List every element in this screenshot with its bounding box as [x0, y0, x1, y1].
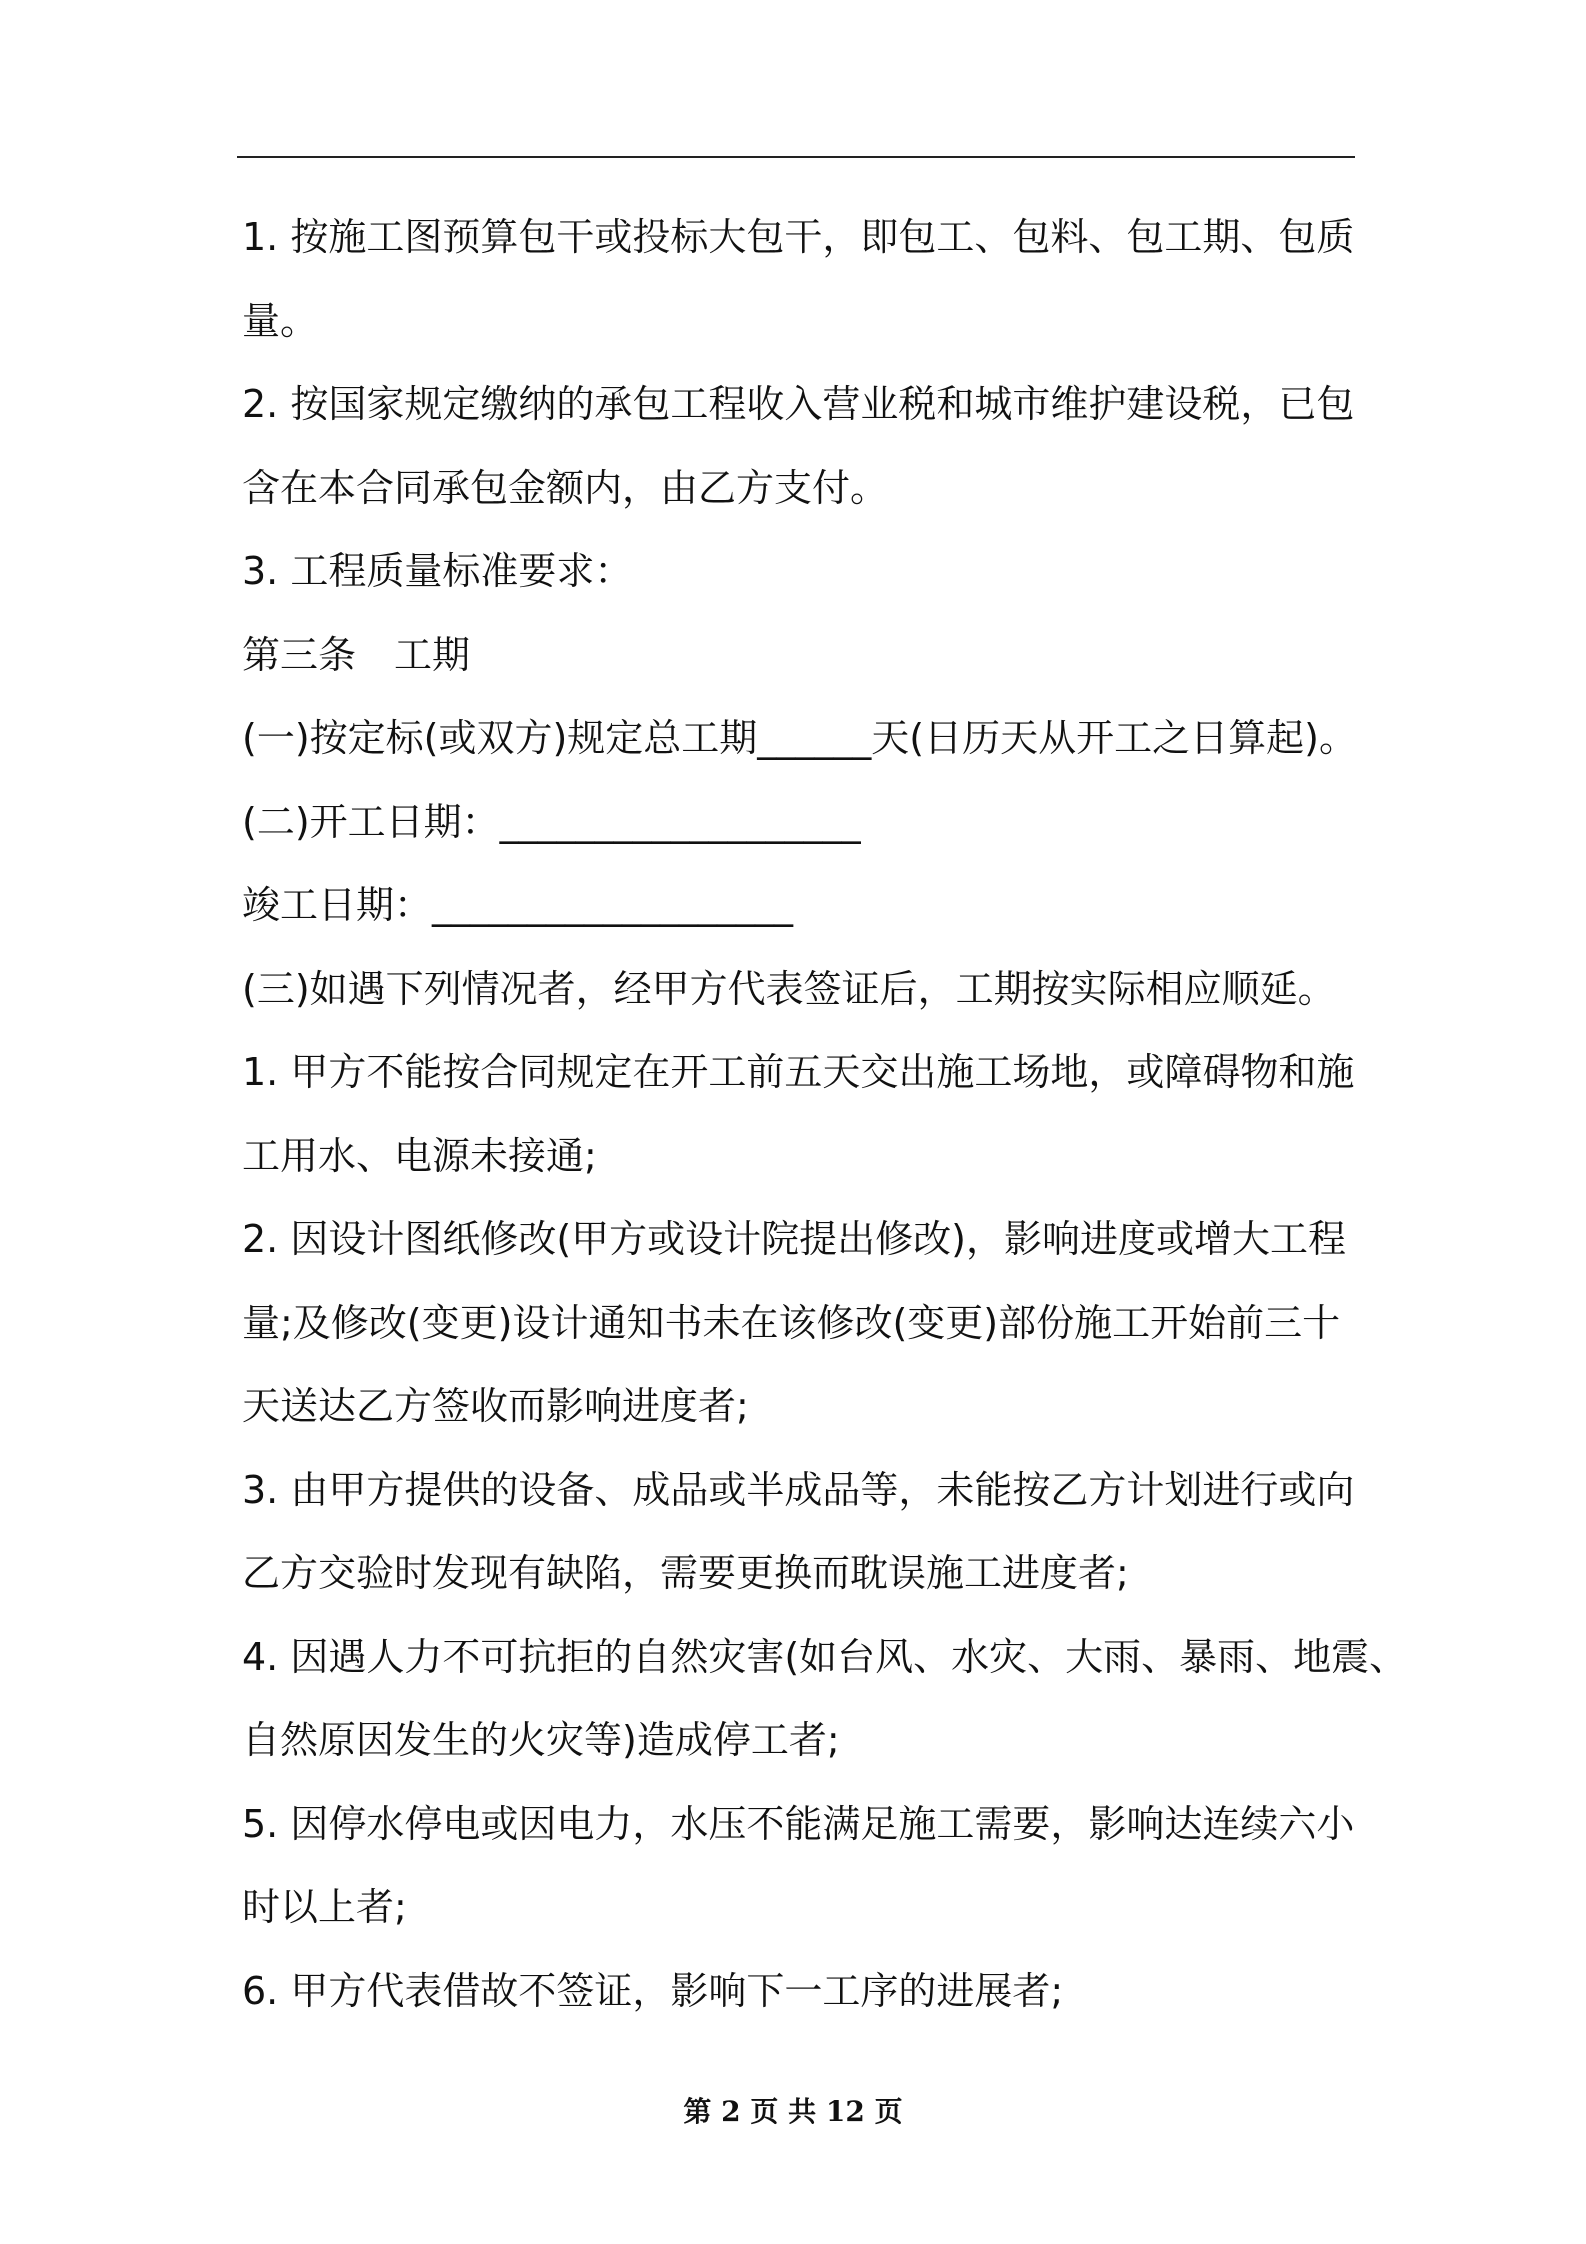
text-line: 自然原因发生的火灾等)造成停工者;	[242, 1718, 840, 1762]
text-line: (一)按定标(或双方)规定总工期______天(日历天从开工之日算起)。	[242, 716, 1357, 760]
completion-date-line: 竣工日期：___________________	[242, 883, 794, 927]
page-number-footer: 第 2 页 共 12 页	[683, 2095, 903, 2128]
article-heading: 第三条 工期	[242, 632, 471, 677]
start-date-line: (二)开工日期：___________________	[242, 799, 861, 844]
text-line: 3. 工程质量标准要求：	[242, 549, 633, 593]
text-line: 天送达乙方签收而影响进度者;	[242, 1384, 749, 1428]
text-line: 2. 因设计图纸修改(甲方或设计院提出修改)，影响进度或增大工程	[242, 1217, 1346, 1261]
header-divider	[237, 156, 1355, 158]
text-line: 量。	[242, 298, 319, 343]
text-line: 乙方交验时发现有缺陷，需要更换而耽误施工进度者;	[242, 1551, 1129, 1595]
text-line: 量;及修改(变更)设计通知书未在该修改(变更)部份施工开始前三十	[242, 1300, 1341, 1345]
text-line: 时以上者;	[242, 1885, 407, 1929]
text-line: 5. 因停水停电或因电力，水压不能满足施工需要，影响达连续六小	[242, 1801, 1355, 1846]
text-line: 6. 甲方代表借故不签证，影响下一工序的进展者;	[242, 1968, 1064, 2013]
text-line: 2. 按国家规定缴纳的承包工程收入营业税和城市维护建设税，已包	[242, 382, 1355, 426]
text-line: (三)如遇下列情况者，经甲方代表签证后，工期按实际相应顺延。	[242, 966, 1336, 1011]
contract-body	[242, 196, 1408, 2033]
text-line: 4. 因遇人力不可抗拒的自然灾害(如台风、水灾、大雨、暴雨、地震、	[242, 1634, 1408, 1679]
text-line: 含在本合同承包金额内，由乙方支付。	[242, 465, 889, 510]
text-line: 1. 按施工图预算包干或投标大包干，即包工、包料、包工期、包质	[242, 215, 1355, 259]
text-line: 3. 由甲方提供的设备、成品或半成品等，未能按乙方计划进行或向	[242, 1467, 1355, 1512]
text-line: 1. 甲方不能按合同规定在开工前五天交出施工场地，或障碍物和施	[242, 1050, 1355, 1094]
text-line: 工用水、电源未接通;	[242, 1133, 597, 1178]
